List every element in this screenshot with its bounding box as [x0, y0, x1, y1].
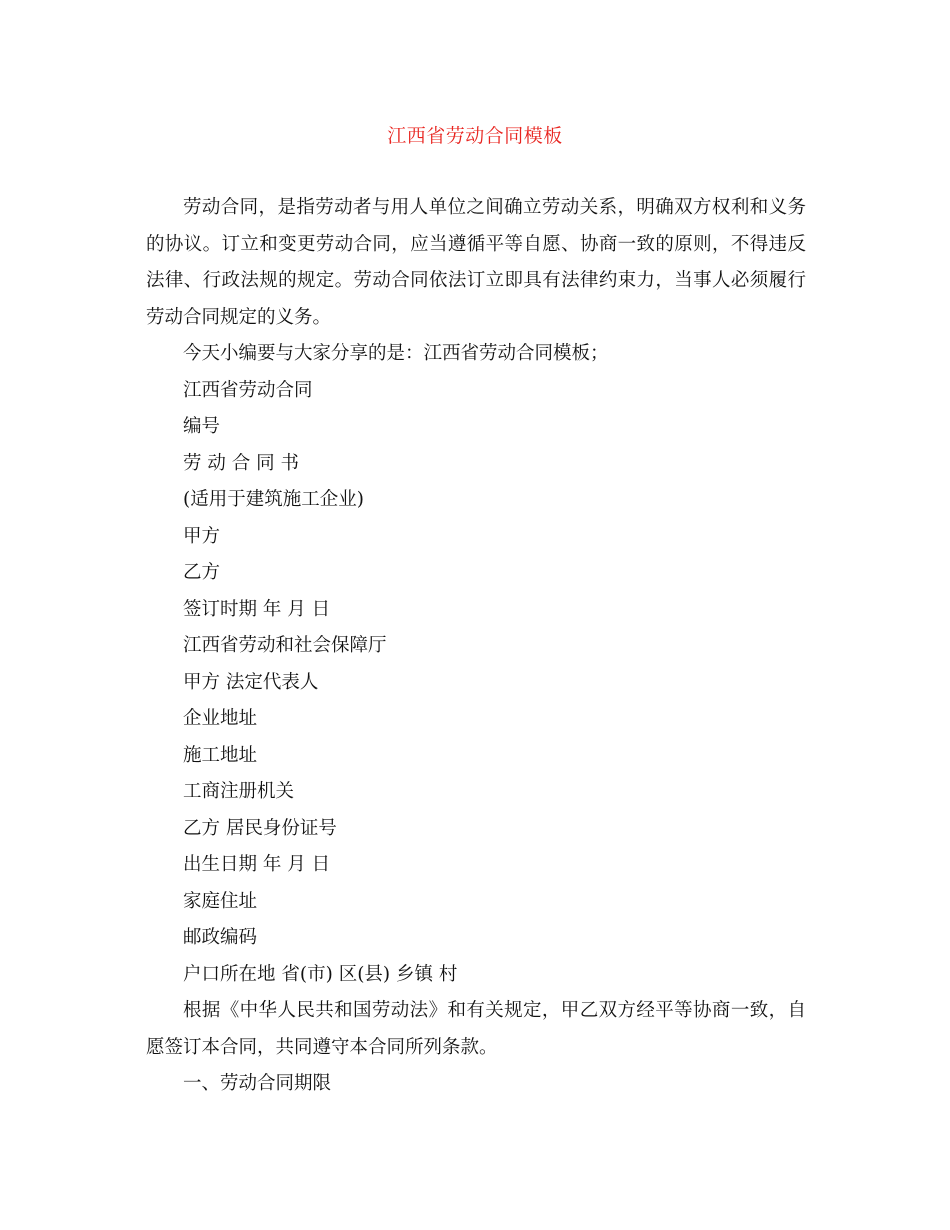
share-paragraph: 今天小编要与大家分享的是：江西省劳动合同模板；	[183, 343, 609, 364]
form-line-home-address: 家庭住址	[183, 890, 258, 912]
form-line-party-a: 甲方	[183, 525, 221, 547]
document-body	[146, 190, 806, 1103]
form-line-contract-name: 江西省劳动合同	[183, 379, 313, 401]
form-line-household-registration: 户口所在地 省(市) 区(县) 乡镇 村	[183, 963, 458, 985]
form-line-birth-date: 出生日期 年 月 日	[183, 854, 331, 875]
document-title: 江西省劳动合同模板	[387, 125, 563, 147]
form-line-party-a-legal-rep: 甲方 法定代表人	[183, 671, 319, 693]
form-line-contract-book: 劳 动 合 同 书	[183, 452, 300, 474]
form-line-registration-authority: 工商注册机关	[183, 781, 295, 802]
form-line-party-b: 乙方	[183, 562, 221, 583]
intro-paragraph: 劳动合同，是指劳动者与用人单位之间确立劳动关系，明确双方权利和义务的协议。订立和变更劳动合同，应当遵循平等自愿、协商一致的原则，不得违反法律、行政法规的规定。劳动合同依法订立即具有法律约束力，当事人必须履行劳动合同规定的义务。	[146, 197, 806, 328]
form-line-postal-code: 邮政编码	[183, 927, 258, 948]
form-line-construction-address: 施工地址	[183, 744, 258, 766]
form-line-issuer: 江西省劳动和社会保障厅	[183, 635, 387, 656]
form-line-party-b-id-number: 乙方 居民身份证号	[183, 817, 337, 839]
form-line-sign-date: 签订时期 年 月 日	[183, 598, 331, 620]
form-line-company-address: 企业地址	[183, 708, 258, 729]
form-line-number: 编号	[183, 416, 221, 437]
section-heading: 一、劳动合同期限	[183, 1073, 332, 1094]
closing-paragraph: 根据《中华人民共和国劳动法》和有关规定，甲乙双方经平等协商一致，自愿签订本合同，共同遵守本合同所列条款。	[146, 1000, 806, 1058]
form-line-applicable-scope: (适用于建筑施工企业)	[183, 489, 364, 510]
